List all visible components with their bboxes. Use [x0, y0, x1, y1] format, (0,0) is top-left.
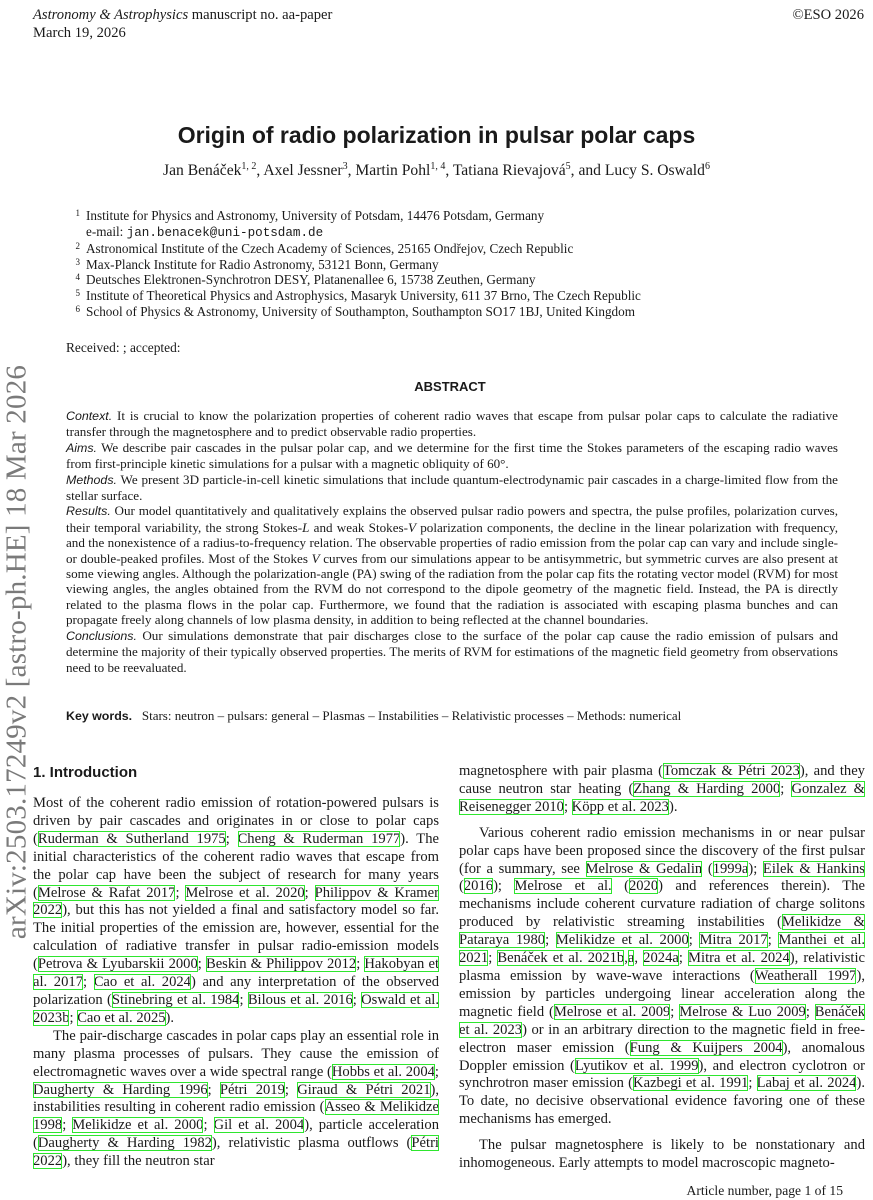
author-name: Lucy S. Oswald [604, 162, 705, 180]
body-text: ), emission by particles undergoing linear acceleration along the magnetic field ( [459, 967, 865, 1020]
body-text: ; [352, 991, 362, 1008]
body-text: ); [748, 860, 763, 877]
body-text: ). [668, 798, 678, 815]
left-column [33, 795, 439, 1171]
body-text: ; [688, 932, 700, 949]
body-text: ; [69, 1009, 78, 1026]
abstract-conclusions [66, 628, 838, 675]
abstract-label: Conclusions. [66, 628, 137, 643]
paragraph [33, 795, 439, 1028]
affiliations [66, 208, 826, 319]
author-name: Jan Benáček [163, 162, 242, 180]
body-text: ), particle acceleration ( [33, 1117, 440, 1152]
abstract-label: Aims. [66, 440, 97, 455]
body-text: ; [767, 932, 779, 949]
body-text: magnetosphere with pair plasma ( [459, 763, 663, 779]
affiliation-text: Max-Planck Institute for Radio Astronomy, 53121 Bonn, Germany [86, 256, 439, 272]
body-text: ). [165, 1009, 175, 1026]
affiliation-2 [66, 241, 826, 257]
affiliation-5 [66, 288, 826, 304]
affiliation-marker: 1, 4 [430, 161, 446, 172]
body-text: ; [175, 884, 186, 901]
body-text: ( [611, 878, 629, 895]
body-text: ), but this has not yielded a final and satisfactory model so far. The initial properties of the emission are, however, essential for the calculation of radiative transfer in pulsar radio-emission models ( [33, 902, 439, 973]
header-date: March 19, 2026 [33, 25, 126, 41]
body-text: ) or in an arbitrary direction to the magnetic field in free-electron maser emission ( [459, 1021, 865, 1056]
body-text: ; [239, 991, 248, 1008]
affiliation-marker: 6 [704, 161, 710, 172]
body-text: ; [805, 1003, 815, 1020]
keywords-text: Stars: neutron – pulsars: general – Plasmas – Instabilities – Relativistic processes – Methods: numerical [141, 708, 682, 723]
body-text: ), relativistic plasma outflows ( [211, 1135, 412, 1152]
affiliation-number: 1 [75, 208, 80, 218]
abstract-text: and weak Stokes- [309, 519, 408, 535]
body-text: ); [493, 878, 515, 895]
author-separator: , [445, 162, 453, 180]
affiliation-number: 3 [75, 256, 80, 267]
body-text: ), instabilities resulting in coherent radio emission ( [33, 1081, 440, 1116]
citation-link[interactable]: Melrose et al. 2020 [185, 884, 305, 901]
body-text: Various coherent radio emission mechanisms in or near pulsar polar caps have been proposed since the discovery of the first pulsar (for a summary, see [459, 824, 865, 877]
citation-link[interactable]: Weatherall 1997 [754, 967, 857, 984]
journal-name: Astronomy & Astrophysics [33, 7, 189, 23]
citation-link[interactable]: Cheng & Ruderman 1977 [237, 830, 401, 847]
citation-link[interactable]: 2020 [628, 878, 659, 895]
citation-link[interactable]: Oswald et al. 2023b [33, 991, 440, 1026]
abstract-text: It is crucial to know the polarization properties of coherent radio waves that escape from pulsar polar caps to calculate the radiative transfer through the magnetosphere and to predict observable radio properties. [66, 408, 838, 440]
paragraph [459, 763, 865, 817]
affiliation-6 [66, 304, 826, 320]
paragraph [459, 1137, 865, 1173]
affiliation-number: 4 [75, 272, 80, 283]
body-text: ; [356, 956, 365, 973]
affiliation-text: Deutsches Elektronen-Synchrotron DESY, Platanenallee 6, 15738 Zeuthen, Germany [86, 272, 536, 288]
body-text: ), and electron cyclotron or synchrotron maser emission ( [459, 1057, 865, 1092]
author-separator: , and [570, 162, 605, 180]
author-list [0, 161, 873, 180]
citation-link[interactable]: Hakobyan et al. 2017 [33, 956, 440, 991]
affiliation-text: Institute for Physics and Astronomy, University of Potsdam, 14476 Potsdam, Germany [86, 208, 545, 223]
body-text: ), and they cause neutron star heating ( [459, 763, 865, 797]
section-heading-introduction: 1. Introduction [33, 764, 138, 781]
abstract-results [66, 503, 838, 627]
citation-link[interactable]: Cao et al. 2025 [77, 1009, 166, 1026]
citation-link[interactable]: a [627, 950, 635, 967]
citation-link[interactable]: Daugherty & Harding 1996 [33, 1081, 208, 1098]
body-text: ; [304, 884, 315, 901]
body-text: ; [563, 798, 572, 815]
citation-link[interactable]: Petrova & Lyubarskii 2000 [37, 956, 198, 973]
affiliation-text: School of Physics & Astronomy, University of Southampton, Southampton SO17 1BJ, United Kingdom [86, 303, 635, 319]
citation-link[interactable]: Melrose & Luo 2009 [679, 1003, 806, 1020]
keywords [66, 708, 846, 724]
citation-link[interactable]: Manthei et al. 2021 [459, 932, 866, 967]
paper-title: Origin of radio polarization in pulsar polar caps [177, 122, 696, 148]
body-text: ; [197, 956, 206, 973]
citation-link[interactable]: Melikidze et al. 2000 [555, 932, 689, 949]
affiliation-3 [66, 257, 826, 273]
arxiv-identifier[interactable]: arXiv:2503.17249v2 [astro-ph.HE] 18 Mar 2026 [0, 364, 33, 940]
body-text: ; [207, 1081, 220, 1098]
citation-link[interactable]: Melikidze et al. 2000 [72, 1117, 204, 1134]
affiliation-number: 2 [75, 241, 80, 252]
citation-link[interactable]: Melrose et al. 2009 [553, 1003, 671, 1020]
body-text: ; [284, 1081, 298, 1098]
email-label: e-mail: [86, 223, 127, 239]
citation-link[interactable]: 1999a [712, 860, 749, 877]
email-line [66, 224, 826, 242]
page-footer: Article number, page 1 of 15 [686, 1183, 843, 1198]
author-name: Martin Pohl [355, 162, 431, 180]
author-name: Axel Jessner [263, 162, 343, 180]
body-text: ) and any interpretation of the observed polarization ( [33, 974, 439, 1008]
body-text: ( [459, 878, 464, 895]
abstract-heading: ABSTRACT [414, 379, 486, 394]
body-text: ; [62, 1117, 73, 1134]
citation-link[interactable]: Zhang & Harding 2000 [633, 780, 781, 797]
body-text: ( [702, 860, 713, 877]
citation-link[interactable]: Lyutikov et al. 1999 [574, 1057, 699, 1074]
citation-link[interactable]: Eilek & Hankins [762, 860, 865, 877]
citation-link[interactable]: Tomczak & Pétri 2023 [662, 763, 800, 779]
abstract-label: Methods. [66, 472, 117, 487]
affiliation-marker: 3 [342, 161, 348, 172]
manuscript-number: manuscript no. aa-paper [188, 7, 333, 23]
citation-link[interactable]: Beskin & Philippov 2012 [205, 956, 357, 973]
affiliation-marker: 5 [565, 161, 571, 172]
citation-link[interactable]: Cao et al. 2024 [93, 974, 191, 991]
abstract-body [66, 408, 838, 675]
citation-link[interactable]: Fung & Kuijpers 2004 [629, 1039, 783, 1056]
copyright: ©ESO 2026 [792, 7, 864, 23]
affiliation-text: Institute of Theoretical Physics and Astrophysics, Masaryk University, 611 37 Brno, The Czech Republic [86, 287, 641, 303]
citation-link[interactable]: Gil et al. 2004 [213, 1117, 305, 1134]
keywords-label: Key words. [66, 709, 133, 723]
body-text: ), anomalous Doppler emission ( [459, 1039, 865, 1074]
right-column [459, 763, 865, 1173]
citation-link[interactable]: Melrose & Rafat 2017 [37, 884, 176, 901]
citation-link[interactable]: Labaj et al. 2024 [756, 1075, 857, 1092]
citation-link[interactable]: Kazbegi et al. 1991 [633, 1075, 749, 1092]
body-text: The pair-discharge cascades in polar caps play an essential role in many plasma processes of pulsars. They cause the emission of electromagnetic waves over a wide spectral range ( [33, 1027, 439, 1080]
body-text: ; [678, 950, 689, 967]
citation-link[interactable]: Daugherty & Harding 1982 [37, 1135, 212, 1152]
abstract-text: We present 3D particle-in-cell kinetic simulations that include quantum-electrodynamic pair cascades in a charge-limited flow from the stellar surface. [66, 471, 838, 504]
citation-link[interactable]: Bilous et al. 2016 [247, 991, 353, 1008]
abstract-aims [66, 440, 838, 472]
abstract-text: polarization components, the decline in the linear polarization with frequency, and the nonexistence of a radius-to-frequency relation. The observable properties of radio emission from the polar cap can vary and include single- or double-peaked profiles. Most of the Stokes [66, 519, 838, 566]
affiliation-marker: 1, 2 [241, 161, 257, 172]
citation-link[interactable]: Pétri 2019 [219, 1081, 285, 1098]
abstract-methods [66, 472, 838, 504]
citation-link[interactable]: Hobbs et al. 2004 [331, 1063, 435, 1080]
citation-link[interactable]: Gonzalez & Reisenegger 2010 [459, 780, 866, 815]
abstract-label: Results. [66, 504, 111, 519]
affiliation-number: 5 [75, 287, 80, 298]
citation-link[interactable]: Ruderman & Sutherland 1975 [37, 830, 226, 847]
body-text: ; [748, 1075, 757, 1092]
citation-link[interactable]: Mitra 2017 [699, 932, 768, 949]
citation-link[interactable]: Köpp et al. 2023 [571, 798, 669, 815]
author-separator: , [347, 162, 356, 180]
citation-link[interactable]: Benáček et al. 2021b [497, 950, 625, 967]
citation-link[interactable]: Mitra et al. 2024 [688, 950, 790, 967]
body-text: ; [225, 830, 238, 847]
body-text: ; [203, 1117, 214, 1134]
citation-link[interactable]: 2016 [463, 878, 494, 895]
citation-link[interactable]: 2024a [643, 950, 679, 967]
author-separator: , [256, 162, 264, 180]
body-text: ; [83, 974, 94, 991]
citation-link[interactable]: Melrose et al. [514, 878, 612, 895]
body-text: ), relativistic plasma emission by wave-wave interactions ( [459, 950, 866, 984]
affiliation-4 [66, 272, 826, 288]
math-symbol: V [407, 519, 416, 535]
body-text: The pulsar magnetosphere is likely to be nonstationary and inhomogeneous. Early attempts to model macroscopic magneto- [459, 1137, 865, 1172]
body-text: ). The initial characteristics of the coherent radio waves that escape from the polar cap have been the subject of research for many years ( [33, 830, 439, 901]
running-header [33, 6, 332, 42]
body-text: ; [780, 780, 792, 797]
body-text: Most of the coherent radio emission of rotation-powered pulsars is driven by pair cascades and originates in or close to polar caps ( [33, 795, 439, 847]
body-text: ) and references therein). The mechanisms include coherent curvature radiation of charge solitons produced by relativistic streaming instabilities ( [459, 878, 865, 931]
abstract-label: Context. [66, 409, 113, 423]
abstract-context [66, 408, 838, 440]
citation-link[interactable]: Melrose & Gedalin [585, 860, 703, 877]
abstract-text: curves from our simulations appear to be antisymmetric, but symmetric curves are also present at some viewing angles. Although the polarization-angle (PA) swing of the radiation from the polar cap fits the rotating vector model (RVM) for most viewing angles, the angles obtained from the RVM do not correspond to the dipole geometry of the magnetic field. Instead, the PA is directly related to the plasma flows in the polar cap. Furthermore, we found that the radiation is associated with escaping plasma bunches and can propagate freely along channels of low plasma density, in addition to being reflected at the channel boundaries. [66, 550, 838, 628]
affiliation-number: 6 [75, 303, 80, 314]
body-text: ), they fill the neutron star [62, 1153, 215, 1170]
abstract-text: Our simulations demonstrate that pair discharges close to the surface of the polar cap cause the radio emission of pulsars and determine the majority of their typically observed properties. The merits of RVM for estimations of the magnetic field geometry from observations need to be reevaluated. [66, 627, 838, 675]
citation-link[interactable]: Asseo & Melikidze 1998 [33, 1099, 439, 1134]
paragraph [33, 1028, 439, 1171]
body-text: ). To date, no decisive observational evidence favoring one of these mechanisms has emerged. [459, 1075, 865, 1128]
citation-link[interactable]: Benáček et al. 2023 [459, 1003, 866, 1038]
body-text: ; [545, 932, 556, 949]
abstract-text: Our model quantitatively and qualitatively explains the observed pulsar radio powers and spectra, the pulse profiles, polarization curves, their temporal variability, the strong Stokes- [66, 503, 838, 535]
abstract-text: We describe pair cascades in the pulsar polar cap, and we determine for the first time the Stokes parameters of the escaping radio waves from first-principle kinetic simulations for a pulsar with a magnetic obliquity of 60°. [66, 439, 838, 472]
affiliation-text: Astronomical Institute of the Czech Academy of Sciences, 25165 Ondřejov, Czech Republic [86, 241, 574, 257]
author-name: Tatiana Rievajová [452, 162, 566, 180]
body-text: ; [434, 1063, 439, 1080]
paragraph [459, 825, 865, 1129]
citation-link[interactable]: Pétri 2022 [33, 1135, 439, 1170]
math-symbol: V [311, 550, 320, 566]
citation-link[interactable]: Giraud & Pétri 2021 [297, 1081, 431, 1098]
citation-link[interactable]: Stinebring et al. 1984 [111, 991, 240, 1008]
body-text: ; [670, 1003, 680, 1020]
citation-link[interactable]: Melikidze & Pataraya 1980 [459, 914, 865, 949]
citation-link[interactable]: Philippov & Kramer 2022 [33, 884, 439, 919]
body-text: ; [488, 950, 498, 967]
affiliation-1 [66, 208, 826, 224]
body-text: , [624, 950, 628, 967]
math-symbol: L [302, 519, 310, 535]
body-text: , [634, 950, 644, 967]
email-address[interactable]: jan.benacek@uni-potsdam.de [126, 225, 324, 240]
received-line: Received: ; accepted: [66, 340, 181, 355]
